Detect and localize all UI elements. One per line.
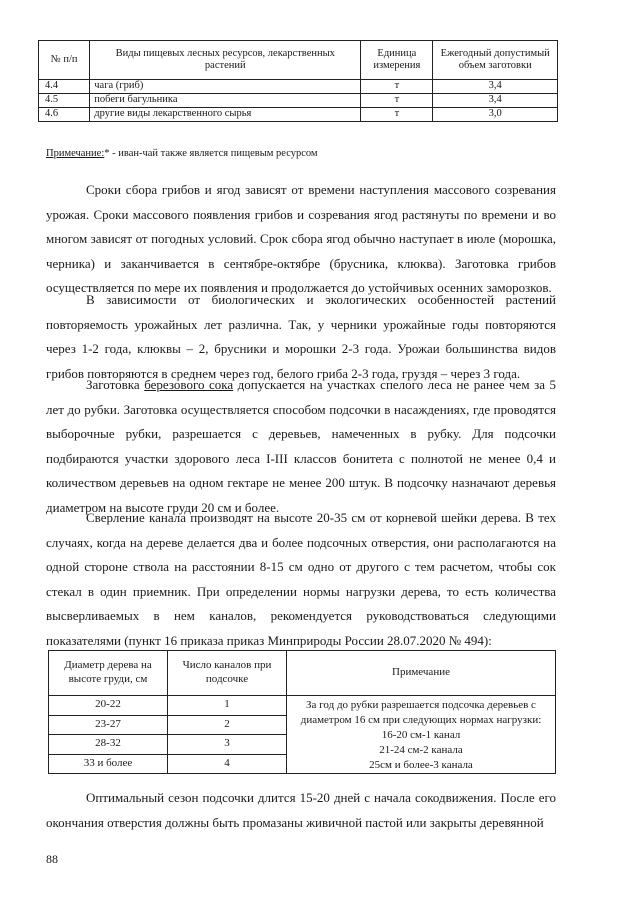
cell-num: 4.6: [39, 108, 90, 122]
cell-diameter: 20-22: [49, 696, 168, 716]
cell-num: 4.4: [39, 80, 90, 94]
cell-type: побеги багульника: [90, 94, 361, 108]
cell-volume: 3,4: [433, 80, 558, 94]
paragraph-yield-frequency: В зависимости от биологических и экологических особенностей растений повторяемость урожайных лет различна. Так, у черники урожайные годы повторяются через 1-2 года, клюквы – 2, брусники и морошки 2-3 года. Урожаи большинства видов грибов повторяются в среднем через год, белого гриба 2-3 года, груздя – через 3 года.: [46, 292, 556, 381]
paragraph-drilling: Сверление канала производят на высоте 20-35 см от корневой шейки дерева. В тех случаях, когда на дереве делается два и более подсочных отверстия, они располагаются на одной стороне ствола на расстоянии 8-15 см одно от другого с тем расчетом, чтобы сок стекал в один приемник. При определении нормы нагрузки дерева, то есть количества высверливаемых в нем каналов, рекомендуется руководствоваться следующими показателями (пункт 16 приказа приказ Минприроды России 28.07.2020 № 494):: [46, 510, 556, 648]
header-volume: Ежегодный допустимый объем заготовки: [433, 41, 558, 80]
cell-channels: 2: [168, 715, 287, 735]
table-row: [39, 94, 558, 108]
header-note: Примечание: [287, 651, 556, 696]
note-line: диаметром 16 см при следующих нормах нагрузки:: [300, 714, 542, 726]
cell-channels: 3: [168, 735, 287, 755]
tapping-table: [48, 650, 556, 774]
cell-type: другие виды лекарственного сырья: [90, 108, 361, 122]
resources-table: [38, 40, 558, 122]
cell-unit: т: [361, 80, 433, 94]
birch-sap-term: березового сока: [144, 377, 234, 392]
cell-volume: 3,4: [433, 94, 558, 108]
paragraph-tapping-season: Оптимальный сезон подсочки длится 15-20 дней с начала сокодвижения. После его окончания отверстия должны быть промазаны живичной пастой или закрыты деревянной: [46, 790, 556, 830]
cell-type: чага (гриб): [90, 80, 361, 94]
p3-before: Заготовка: [86, 377, 145, 392]
table-row: [49, 696, 556, 716]
header-num: № п/п: [39, 41, 90, 80]
p3-after: допускается на участках спелого леса не ранее чем за 5 лет до рубки. Заготовка осуществляется способом подсочки в насаждениях, где проводятся выборочные рубки, разрешается с деревьев, намеченных в рубку. Для подсочки подбираются участки здорового леса I-III классов бонитета с полнотой не менее 0,4 и количеством деревьев на одном гектаре не менее 200 штук. В подсочку назначают деревья диаметром на высоте груди 20 см и более.: [46, 377, 556, 515]
cell-channels: 4: [168, 754, 287, 774]
cell-diameter: 33 и более: [49, 754, 168, 774]
cell-unit: т: [361, 94, 433, 108]
table-note: [46, 148, 318, 159]
cell-diameter: 23-27: [49, 715, 168, 735]
table-header-row: [39, 41, 558, 80]
header-diameter: Диаметр дерева на высоте груди, см: [49, 651, 168, 696]
header-channels: Число каналов при подсочке: [168, 651, 287, 696]
note-text: * - иван-чай также является пищевым ресурсом: [104, 148, 318, 159]
cell-unit: т: [361, 108, 433, 122]
paragraph-birch-sap: [46, 373, 556, 520]
table-row: [39, 108, 558, 122]
note-line: 21-24 см-2 канала: [379, 744, 463, 756]
cell-volume: 3,0: [433, 108, 558, 122]
note-line: 25см и более-3 канала: [369, 759, 473, 771]
cell-diameter: 28-32: [49, 735, 168, 755]
header-unit: Единица измерения: [361, 41, 433, 80]
cell-num: 4.5: [39, 94, 90, 108]
header-type: Виды пищевых лесных ресурсов, лекарственных растений: [90, 41, 361, 80]
note-line: За год до рубки разрешается подсочка деревьев с: [306, 699, 536, 711]
table-row: [39, 80, 558, 94]
note-label: Примечание:: [46, 148, 105, 159]
paragraph-harvest-timing: Сроки сбора грибов и ягод зависят от времени наступления массового созревания урожая. Сроки массового появления грибов и созревания ягод растянуты по времени и во многом зависят от погодных условий. Срок сбора ягод обычно наступает в июле (морошка, черника) и заканчивается в сентябре-октябре (брусника, клюква). Заготовка грибов осуществляется по мере их появления и продолжается до устойчивых осенних заморозков.: [46, 182, 556, 295]
cell-note: [287, 696, 556, 774]
note-line: 16-20 см-1 канал: [381, 729, 461, 741]
page-number: 88: [46, 852, 58, 866]
table-header-row: [49, 651, 556, 696]
cell-channels: 1: [168, 696, 287, 716]
